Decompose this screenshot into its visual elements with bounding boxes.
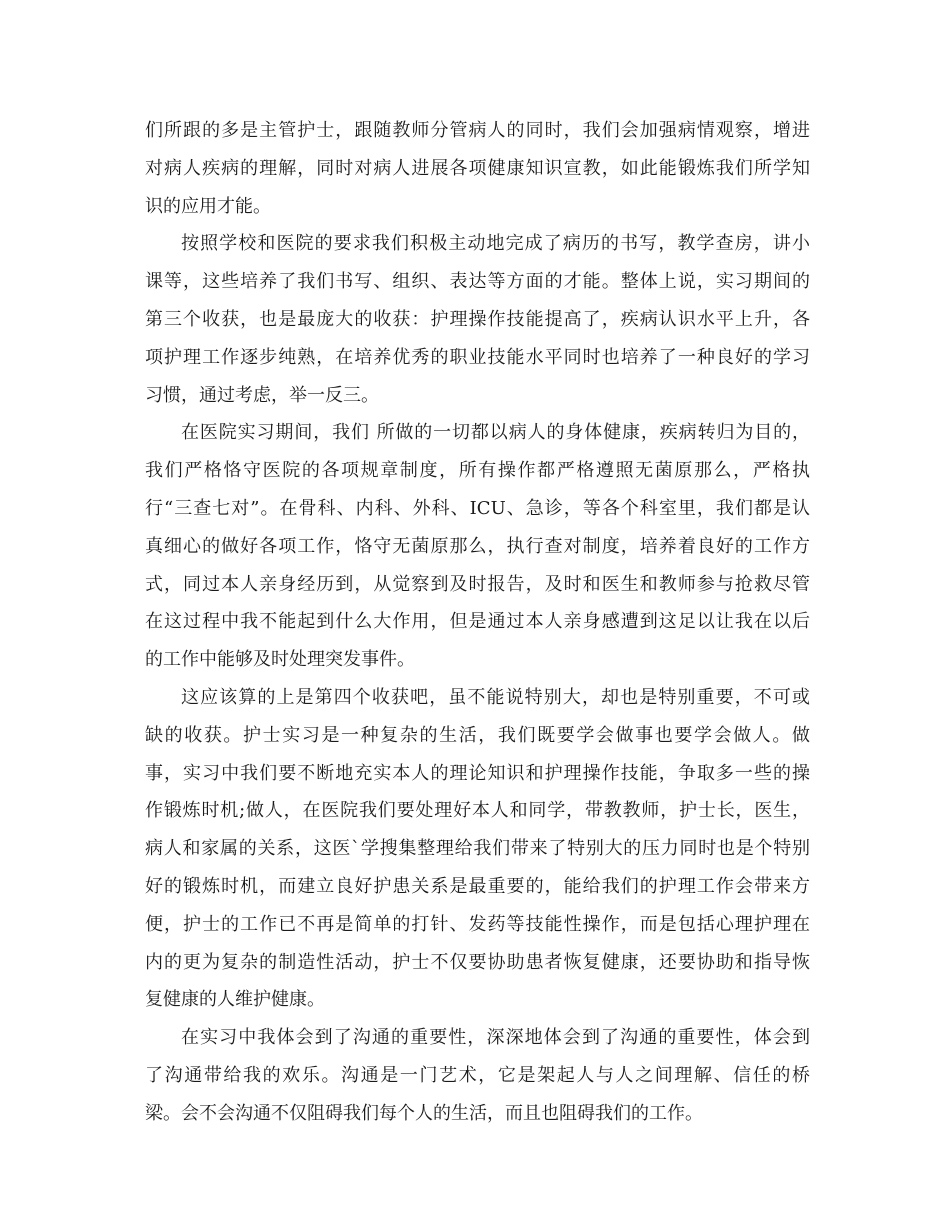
- text-line: 作锻炼时机;做人，在医院我们要处理好本人和同学，带教教师，护士长，医生，: [145, 800, 810, 822]
- text-line: 便，护士的工作已不再是简单的打针、发药等技能性操作，而是包括心理护理在: [145, 913, 810, 935]
- text-line: 们所跟的多是主管护士，跟随教师分管病人的同时，我们会加强病情观察，增进: [145, 120, 810, 141]
- text-line: 按照学校和医院的要求我们积极主动地完成了病历的书写，教学查房，讲小: [181, 233, 810, 255]
- text-line: 第三个收获，也是最庞大的收获：护理操作技能提高了，疾病认识水平上升，各: [145, 308, 810, 330]
- paragraph: [145, 112, 810, 225]
- text-line: 好的锻炼时机，而建立良好护患关系是最重要的，能给我们的护理工作会带来方: [145, 875, 810, 897]
- text-line: 课等，这些培养了我们书写、组织、表达等方面的才能。整体上说，实习期间的: [145, 271, 810, 293]
- text-line: 式，同过本人亲身经历到，从觉察到及时报告，及时和医生和教师参与抢救尽管: [145, 573, 810, 595]
- text-line: 了沟通带给我的欢乐。沟通是一门艺术，它是架起人与人之间理解、信任的桥: [145, 1064, 810, 1086]
- text-line: 事，实习中我们要不断地充实本人的理论知识和护理操作技能，争取多一些的操: [145, 762, 810, 784]
- text-line: 复健康的人维护健康。: [145, 989, 325, 1011]
- paragraph: [145, 1019, 810, 1132]
- text-line: 的工作中能够及时处理突发事件。: [145, 649, 415, 671]
- text-line: 对病人疾病的理解，同时对病人进展各项健康知识宣教，如此能锻炼我们所学知: [145, 157, 810, 179]
- text-line: 内的更为复杂的制造性活动，护士不仅要协助患者恢复健康，还要协助和指导恢: [145, 951, 810, 973]
- document-body: [145, 112, 810, 1133]
- text-line: 项护理工作逐步纯熟，在培养优秀的职业技能水平同时也培养了一种良好的学习: [145, 346, 810, 368]
- text-line: 行“三查七对”。在骨科、内科、外科、ICU、急诊，等各个科室里，我们都是认: [145, 497, 810, 519]
- text-line: 识的应用才能。: [145, 195, 271, 217]
- text-line: 在实习中我体会到了沟通的重要性，深深地体会到了沟通的重要性，体会到: [181, 1027, 810, 1049]
- text-line: 在这过程中我不能起到什么大作用，但是通过本人亲身感遭到这足以让我在以后: [145, 611, 810, 633]
- text-line: 真细心的做好各项工作，恪守无菌原那么，执行查对制度，培养着良好的工作方: [145, 535, 810, 557]
- text-line: 梁。会不会沟通不仅阻碍我们每个人的生活，而且也阻碍我们的工作。: [145, 1102, 703, 1124]
- text-line: 这应该算的上是第四个收获吧，虽不能说特别大，却也是特别重要，不可或: [181, 686, 810, 708]
- text-line: 缺的收获。护士实习是一种复杂的生活，我们既要学会做事也要学会做人。做: [145, 724, 810, 746]
- paragraph: [145, 414, 810, 679]
- paragraph: [145, 225, 810, 414]
- paragraph: [145, 679, 810, 1019]
- text-line: 在医院实习期间，我们 所做的一切都以病人的身体健康，疾病转归为目的，: [181, 422, 810, 444]
- text-line: 习惯，通过考虑，举一反三。: [145, 384, 379, 406]
- text-line: 我们严格恪守医院的各项规章制度，所有操作都严格遵照无菌原那么，严格执: [145, 460, 810, 482]
- text-line: 病人和家属的关系，这医`学搜集整理给我们带来了特别大的压力同时也是个特别: [145, 838, 810, 860]
